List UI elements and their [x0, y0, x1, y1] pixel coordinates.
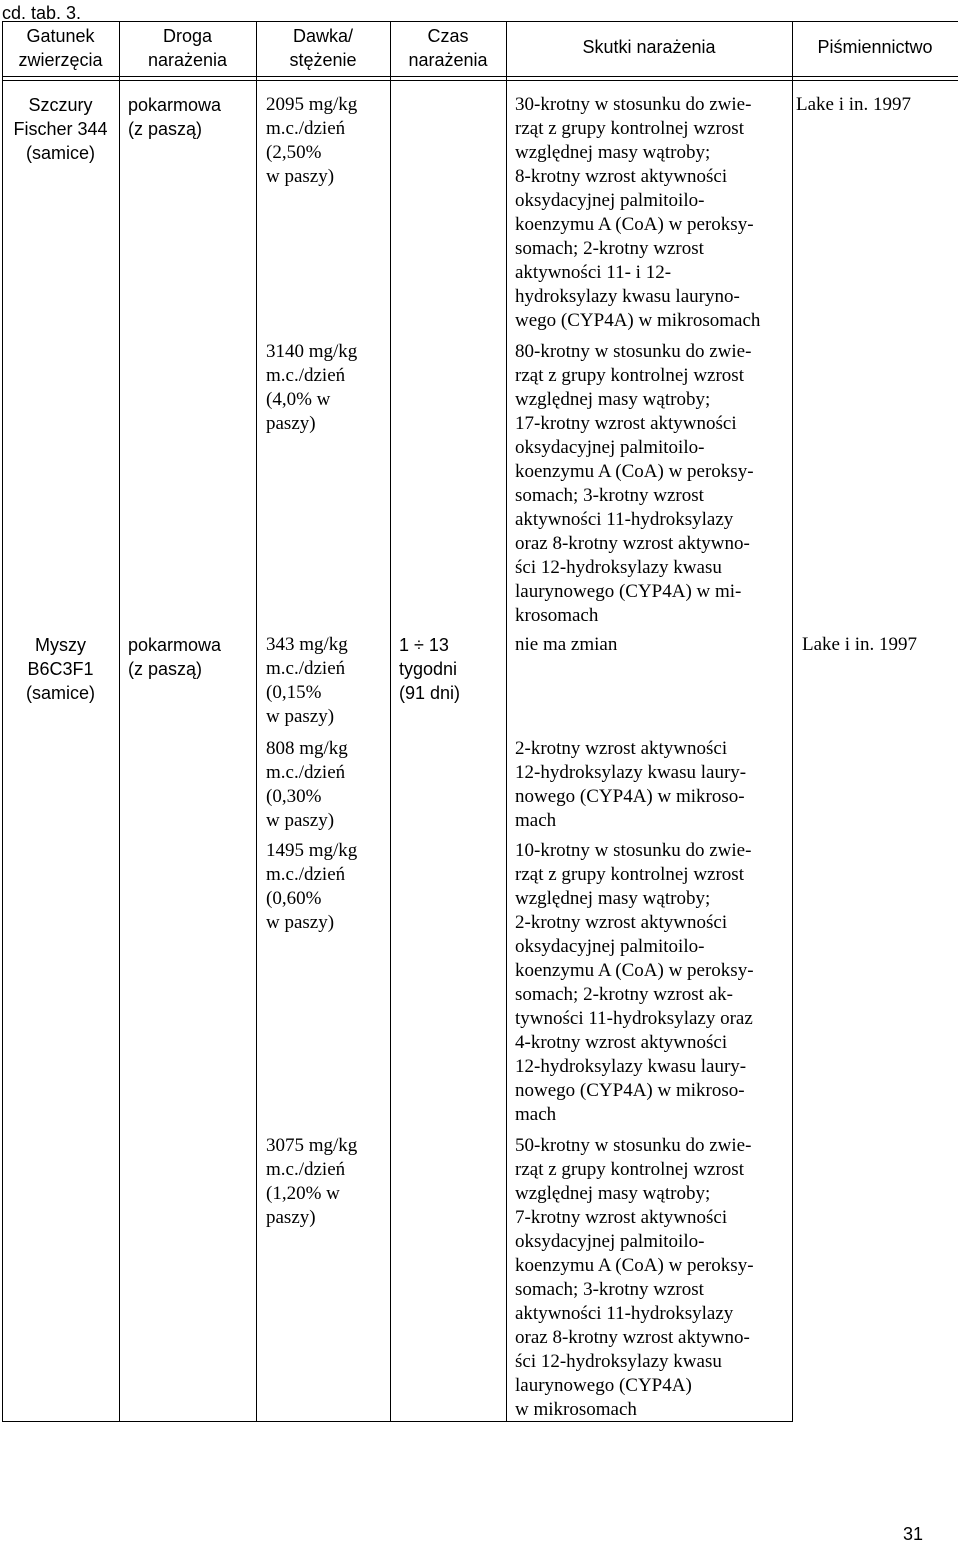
col-border-5 [792, 21, 793, 1422]
header-droga: Droga narażenia [147, 26, 228, 70]
header-pismiennictwo: Piśmiennictwo [817, 37, 933, 57]
header-czas: Czas narażenia [408, 26, 488, 70]
header-skutki: Skutki narażenia [582, 37, 716, 57]
header-gatunek: Gatunek zwierzęcia [18, 26, 103, 70]
species-mice: Myszy B6C3F1 (samice) [25, 635, 95, 703]
header-dawka: Dawka/ stężenie [289, 26, 357, 70]
reference-rats: Lake i in. 1997 [796, 94, 912, 115]
effect-mice-4: 50-krotny w stosunku do zwie- rząt z grupy kontrolnej wzrost względnej masy wątroby; 7-krotny wzrost aktywności oksydacyjnej palmitoilo- koenzymu A (CoA) w peroksy- somach; 3-krotny wzrost aktywności 11-hydroksylazy oraz 8-krotny wzrost aktywno- ści 12-hydroksylazy kwasu laurynowego (CYP4A) w mikrosomach [515, 1135, 754, 1420]
col-border-4 [506, 21, 507, 1422]
dose-mice-3: 1495 mg/kg m.c./dzień (0,60% w paszy) [266, 840, 358, 933]
duration-mice: 1 ÷ 13 tygodni (91 dni) [399, 635, 461, 703]
dose-rats-1: 2095 mg/kg m.c./dzień (2,50% w paszy) [266, 94, 358, 187]
effect-mice-1: nie ma zmian [515, 634, 618, 655]
dose-mice-1: 343 mg/kg m.c./dzień (0,15% w paszy) [266, 634, 348, 727]
route-mice: pokarmowa (z paszą) [128, 635, 222, 679]
dose-mice-4: 3075 mg/kg m.c./dzień (1,20% w paszy) [266, 1135, 358, 1228]
col-border-2 [256, 21, 257, 1422]
page-number: 31 [903, 1524, 924, 1544]
table-top-border [2, 21, 958, 22]
effect-rats-1: 30-krotny w stosunku do zwie- rząt z grupy kontrolnej wzrost względnej masy wątroby; 8-krotny wzrost aktywności oksydacyjnej palmitoilo- koenzymu A (CoA) w peroksy- somach; 2-krotny wzrost aktywności 11- i 12- hydroksylazy kwasu lauryno- wego (CYP4A) w mikrosomach [515, 94, 761, 331]
header-bottom-border-double [2, 80, 958, 81]
continuation-label: cd. tab. 3. [2, 3, 82, 23]
route-rats: pokarmowa (z paszą) [128, 95, 222, 139]
col-border-0 [2, 21, 3, 1422]
effect-mice-3: 10-krotny w stosunku do zwie- rząt z grupy kontrolnej wzrost względnej masy wątroby; 2-krotny wzrost aktywności oksydacyjnej palmitoilo- koenzymu A (CoA) w peroksy- somach; 2-krotny wzrost ak- tywności 11-hydroksylazy oraz 4-krotny wzrost aktywności 12-hydroksylazy kwasu laury- nowego (CYP4A) w mikroso- mach [515, 840, 754, 1125]
col-border-3 [390, 21, 391, 1422]
dose-mice-2: 808 mg/kg m.c./dzień (0,30% w paszy) [266, 738, 348, 831]
header-bottom-border [2, 76, 958, 77]
effect-rats-2: 80-krotny w stosunku do zwie- rząt z grupy kontrolnej wzrost względnej masy wątroby; 17-krotny wzrost aktywności oksydacyjnej palmitoilo- koenzymu A (CoA) w peroksy- somach; 3-krotny wzrost aktywności 11-hydroksylazy oraz 8-krotny wzrost aktywno- ści 12-hydroksylazy kwasu laurynowego (CYP4A) w mi- krosomach [515, 341, 754, 626]
species-rats: Szczury Fischer 344 (samice) [13, 95, 108, 163]
effect-mice-2: 2-krotny wzrost aktywności 12-hydroksylazy kwasu laury- nowego (CYP4A) w mikroso- mach [515, 738, 747, 831]
reference-mice: Lake i in. 1997 [802, 634, 918, 655]
col-border-1 [119, 21, 120, 1422]
dose-rats-2: 3140 mg/kg m.c./dzień (4,0% w paszy) [266, 341, 358, 434]
